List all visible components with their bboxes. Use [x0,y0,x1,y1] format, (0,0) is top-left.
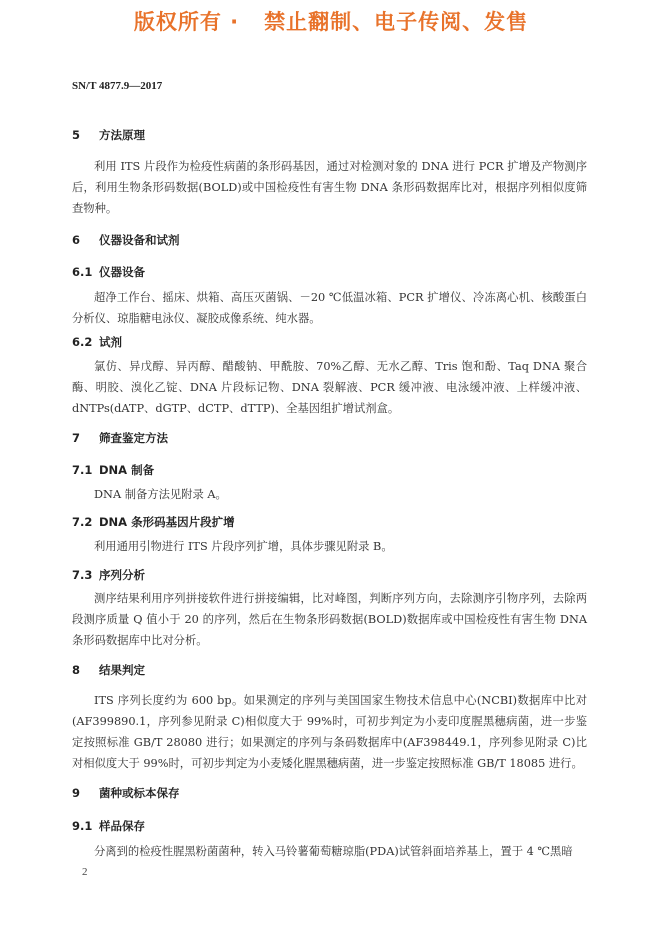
heading-8 [72,662,145,678]
heading-number: 7.2 [72,515,93,529]
heading-title: DNA 条形码基因片段扩增 [99,515,235,529]
heading-number: 6.2 [72,335,93,349]
heading-title: DNA 制备 [99,463,155,477]
heading-number: 8 [72,663,81,677]
heading-7-2 [72,514,235,530]
page-number: 2 [82,866,88,878]
heading-title: 仪器设备 [99,265,145,279]
heading-number: 6.1 [72,265,93,279]
paragraph-9-1: 分离到的检疫性腥黑粉菌菌种，转入马铃薯葡萄糖琼脂(PDA)试管斜面培养基上，置于 4 ℃黑暗 [94,845,573,858]
heading-6-1 [72,264,145,280]
heading-title: 仪器设备和试剂 [99,233,180,247]
heading-number: 7.3 [72,568,93,582]
heading-title: 序列分析 [99,568,145,582]
heading-6 [72,232,180,248]
heading-title: 方法原理 [99,128,145,142]
heading-number: 9.1 [72,819,93,833]
paragraph-5: 利用 ITS 片段作为检疫性病菌的条形码基因，通过对检测对象的 DNA 进行 PCR 扩增及产物测序后，利用生物条形码数据(BOLD)或中国检疫性有害生物 DNA 条形码数据库比对，根据序列相似度筛查物种。 [72,160,587,215]
heading-9-1 [72,818,145,834]
heading-9 [72,785,180,801]
watermark: 版权所有 · 禁止翻制、电子传阅、发售 [133,10,529,34]
heading-title: 样品保存 [99,819,145,833]
paragraph-7-1: DNA 制备方法见附录 A。 [94,488,227,501]
heading-title: 筛查鉴定方法 [99,431,168,445]
heading-title: 结果判定 [99,663,145,677]
heading-title: 菌种或标本保存 [99,786,180,800]
heading-6-2 [72,334,122,350]
heading-7 [72,430,168,446]
heading-number: 7.1 [72,463,93,477]
paragraph-7-2: 利用通用引物进行 ITS 片段序列扩增，具体步骤见附录 B。 [94,540,393,553]
paragraph-7-3: 测序结果利用序列拼接软件进行拼接编辑，比对峰图，判断序列方向，去除测序引物序列，去除两段测序质量 Q 值小于 20 的序列，然后在生物条形码数据(BOLD)数据库或中国检疫性有害生物 DNA 条形码数据库中比对分析。 [72,592,587,647]
heading-7-1 [72,462,154,478]
heading-title: 试剂 [99,335,122,349]
standard-number: SN/T 4877.9—2017 [72,80,163,92]
paragraph-8: ITS 序列长度约为 600 bp。如果测定的序列与美国国家生物技术信息中心(NCBI)数据库中比对(AF399890.1，序列参见附录 C)相似度大于 99%时，可初步判定为小麦印度腥黑穗病菌，进一步鉴定按照标准 GB/T 28080 进行；如果测定的序列与条码数据库中(AF398449.1，序列参见附录 C)比对相似度大于 99%时，可初步判定为小麦矮化腥黑穗病菌，进一步鉴定按照标准 GB/T 18085 进行。 [72,694,587,770]
heading-number: 5 [72,128,81,142]
heading-number: 7 [72,431,81,445]
paragraph-6-1: 超净工作台、摇床、烘箱、高压灭菌锅、－20 ℃低温冰箱、PCR 扩增仪、冷冻离心机、核酸蛋白分析仪、琼脂糖电泳仪、凝胶成像系统、纯水器。 [72,291,587,325]
paragraph-6-2: 氯仿、异戊醇、异丙醇、醋酸钠、甲酰胺、70%乙醇、无水乙醇、Tris 饱和酚、Taq DNA 聚合酶、明胶、溴化乙锭、DNA 片段标记物、DNA 裂解液、PCR 缓冲液、电泳缓冲液、上样缓冲液、dNTPs(dATP、dGTP、dCTP、dTTP)、全基因组扩增试剂盒。 [72,360,587,415]
heading-number: 9 [72,786,81,800]
heading-number: 6 [72,233,81,247]
heading-5 [72,127,145,143]
heading-7-3 [72,567,145,583]
